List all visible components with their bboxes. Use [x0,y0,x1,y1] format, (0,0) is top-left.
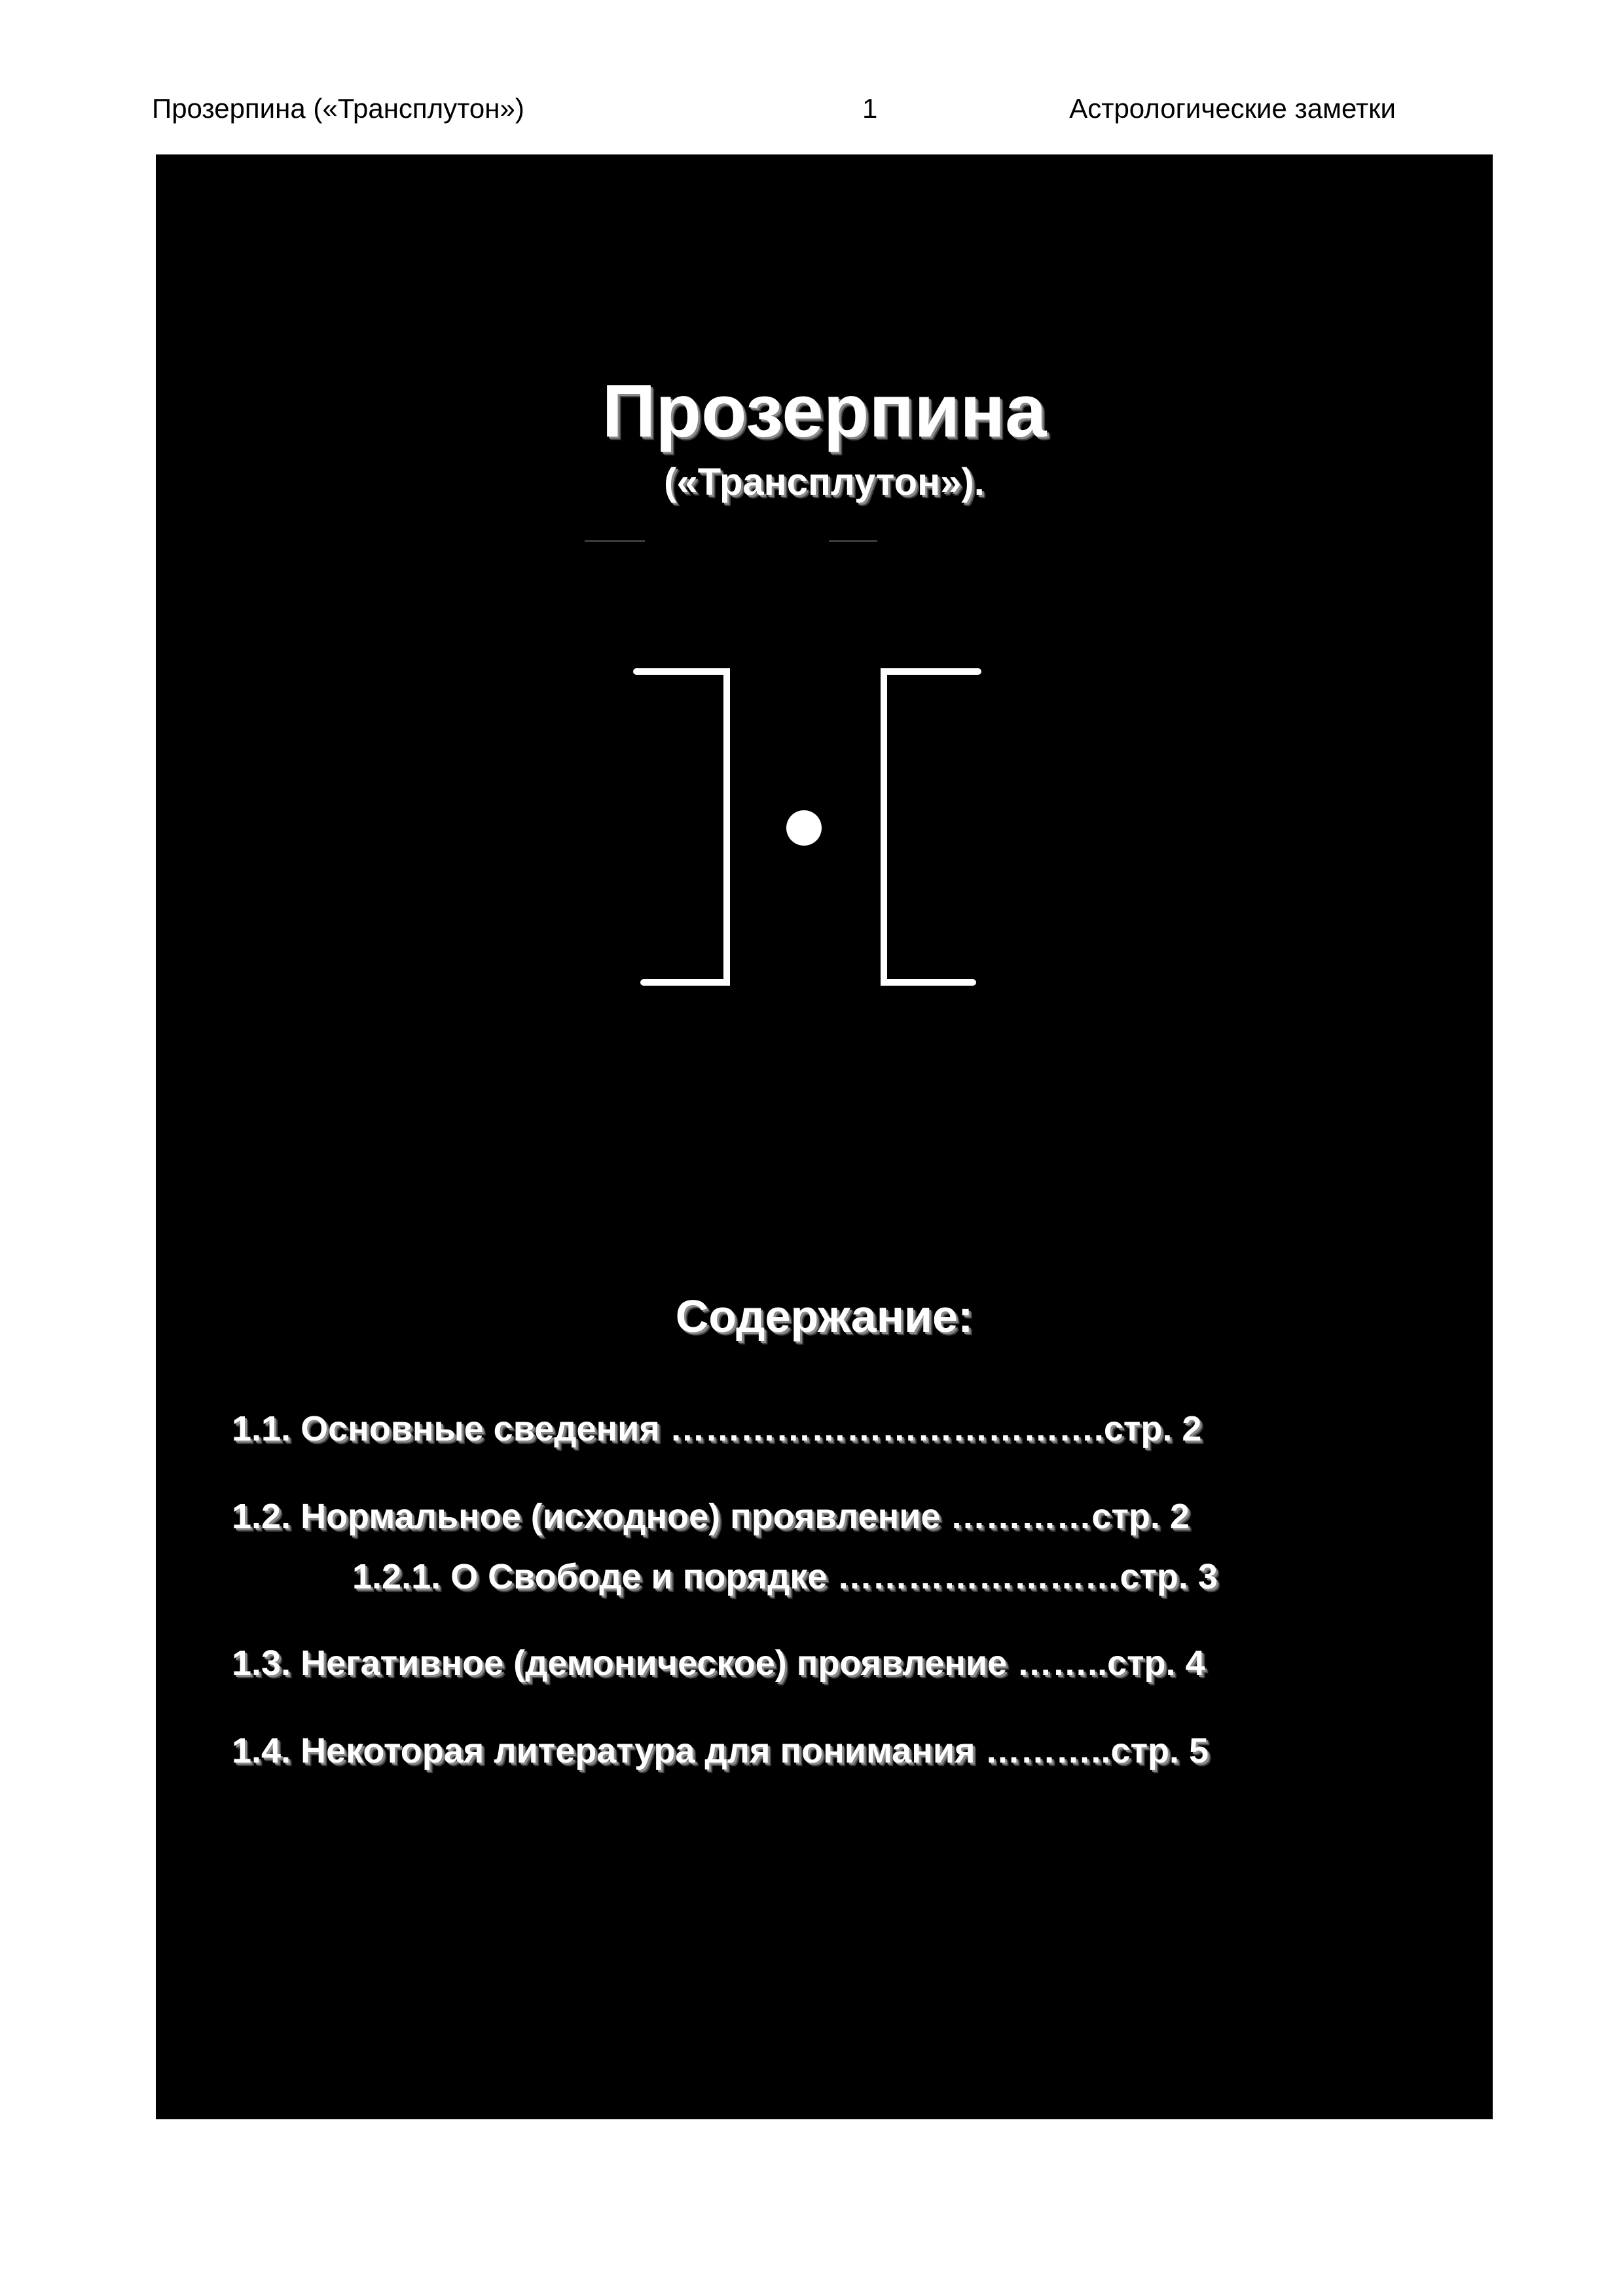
toc-item-1-2-1[interactable]: 1.2.1. О Свободе и порядке ……………………стр. 3 [352,1557,1218,1596]
proserpina-symbol-icon [156,154,1493,2119]
toc-item-1-1[interactable]: 1.1. Основные сведения ……………………………….стр. 2 [232,1409,1202,1448]
toc-heading: Содержание: [675,1291,974,1342]
toc-item-1-3[interactable]: 1.3. Негативное (демоническое) проявление ……..стр. 4 [232,1643,1205,1683]
cover-title: Прозерпина [602,370,1047,453]
cover-panel [156,154,1493,2119]
header-section-title: Астрологические заметки [1069,93,1396,124]
center-dot-icon [786,810,822,846]
right-bracket-icon [884,672,978,982]
header-page-number: 1 [862,93,878,124]
toc-item-1-4[interactable]: 1.4. Некоторая литература для понимания ………..стр. 5 [232,1731,1209,1770]
cover-subtitle: («Трансплутон»). [664,461,985,503]
header-document-title: Прозерпина («Трансплутон») [152,93,524,124]
toc-item-1-2[interactable]: 1.2. Нормальное (исходное) проявление …………стр. 2 [232,1497,1190,1536]
page-header [152,93,1396,132]
left-bracket-icon [636,672,727,982]
